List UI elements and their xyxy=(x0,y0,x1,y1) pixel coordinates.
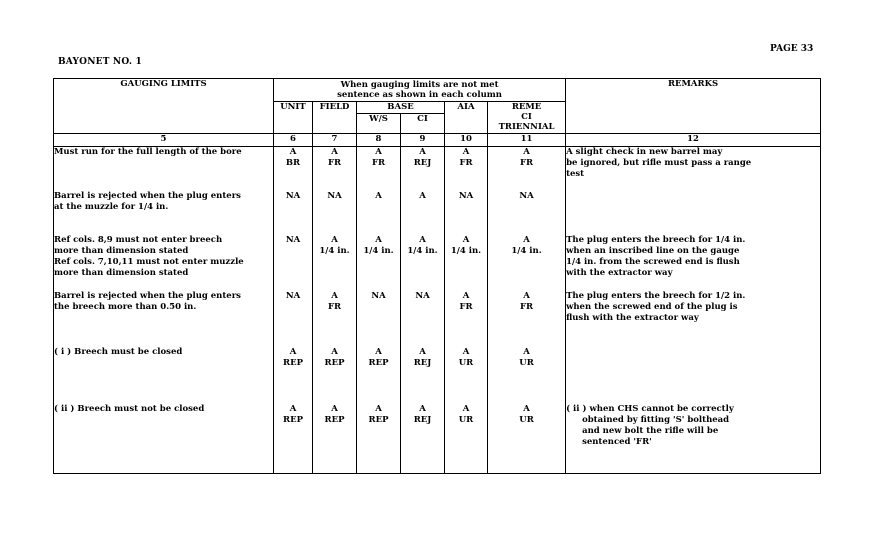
sentence-value: REJ xyxy=(413,357,432,368)
sentence-aia xyxy=(445,291,488,347)
sentence-ws xyxy=(357,191,401,235)
sentence-value: A xyxy=(523,403,530,414)
sentence-value: FR xyxy=(459,158,473,168)
limit-text: Barrel is rejected when the plug enters xyxy=(54,190,241,201)
header-ws: W/S xyxy=(357,114,401,134)
sentence-value: BR xyxy=(285,158,301,168)
sentence-value: A xyxy=(523,346,530,357)
remark-line: sentenced 'FR' xyxy=(582,436,652,447)
sentence-value: UR xyxy=(519,357,534,368)
remarks-cell xyxy=(566,147,821,191)
sentence-value: NA xyxy=(458,190,474,201)
sentence-aia xyxy=(445,235,488,291)
sentence-value: A xyxy=(375,234,382,245)
sentence-field xyxy=(313,235,357,291)
sentence-value: REP xyxy=(368,357,389,368)
limit-text: Must run for the full length of the bore xyxy=(54,147,242,157)
sentence-value: FR xyxy=(459,301,473,312)
header-remarks: REMARKS xyxy=(566,79,821,134)
header-reme xyxy=(488,102,566,134)
column-number: 9 xyxy=(401,134,445,147)
sentence-field xyxy=(313,347,357,404)
sentence-value: A xyxy=(462,147,470,157)
sentence-value: NA xyxy=(285,234,301,245)
table-row xyxy=(54,147,821,191)
sentence-value: 1/4 in. xyxy=(407,245,438,256)
remark-line: when the screwed end of the plug is xyxy=(566,301,738,312)
limit-text: the breech more than 0.50 in. xyxy=(54,301,197,312)
gauging-limit-cell xyxy=(54,291,274,347)
sentence-value: REP xyxy=(283,414,303,425)
column-number: 11 xyxy=(488,134,566,147)
sentence-value: NA xyxy=(371,290,386,301)
remarks-cell xyxy=(566,191,821,235)
sentence-value: FR xyxy=(327,301,342,312)
sentence-value: A xyxy=(375,147,382,157)
sentence-value: A xyxy=(419,190,426,201)
remark-line: 1/4 in. from the screwed end is flush xyxy=(566,256,740,267)
column-number: 5 xyxy=(54,134,274,147)
sentence-unit xyxy=(274,235,313,291)
remark-line: be ignored, but rifle must pass a range xyxy=(566,158,752,168)
sentence-ci xyxy=(401,191,445,235)
sentence-ci xyxy=(401,404,445,474)
remark-line: The plug enters the breech for 1/2 in. xyxy=(566,290,746,301)
sentence-ci xyxy=(401,347,445,404)
header-reme-line1: REME xyxy=(511,102,542,112)
sentence-value: A xyxy=(289,346,297,357)
header-sentence-group xyxy=(274,79,566,102)
remark-line: flush with the extractor way xyxy=(566,312,699,323)
column-number: 7 xyxy=(313,134,357,147)
sentence-value: NA xyxy=(415,290,430,301)
gauging-table xyxy=(53,78,821,474)
sentence-ci xyxy=(401,291,445,347)
column-number: 12 xyxy=(566,134,821,147)
header-unit: UNIT xyxy=(274,102,313,134)
sentence-value: A xyxy=(289,403,297,414)
sentence-ws xyxy=(357,347,401,404)
limit-text: Barrel is rejected when the plug enters xyxy=(54,290,241,301)
sentence-value: A xyxy=(375,403,382,414)
sentence-ws xyxy=(357,235,401,291)
sentence-value: NA xyxy=(285,190,301,201)
sentence-aia xyxy=(445,191,488,235)
sentence-ws xyxy=(357,147,401,191)
sentence-value: A xyxy=(419,403,426,414)
sentence-value: REP xyxy=(368,414,389,425)
header-gauging-limits: GAUGING LIMITS xyxy=(54,79,274,134)
gauging-limit-cell xyxy=(54,235,274,291)
sentence-value: REP xyxy=(324,414,345,425)
column-number: 8 xyxy=(357,134,401,147)
gauging-limit-cell xyxy=(54,404,274,474)
sentence-value: A xyxy=(289,147,297,157)
remark-line: A slight check in new barrel may xyxy=(566,147,723,157)
column-number-row xyxy=(54,134,821,147)
sentence-value: A xyxy=(462,234,470,245)
sentence-value: A xyxy=(331,234,338,245)
gauging-limit-cell xyxy=(54,147,274,191)
sentence-value: FR xyxy=(327,158,342,168)
table-row xyxy=(54,235,821,291)
gauging-limit-cell xyxy=(54,191,274,235)
sentence-value: A xyxy=(523,234,530,245)
limit-text: more than dimension stated xyxy=(54,245,189,256)
sentence-field xyxy=(313,291,357,347)
sentence-reme xyxy=(488,235,566,291)
sentence-value: NA xyxy=(327,190,342,201)
sentence-value: A xyxy=(462,346,470,357)
remark-line: when an inscribed line on the gauge xyxy=(566,245,740,256)
sentence-value: A xyxy=(331,290,338,301)
column-number: 10 xyxy=(445,134,488,147)
remarks-cell xyxy=(566,404,821,474)
limit-text: ( ii ) Breech must not be closed xyxy=(54,403,205,414)
sentence-reme xyxy=(488,191,566,235)
sentence-value: UR xyxy=(458,414,474,425)
sentence-value: REJ xyxy=(413,158,432,168)
limit-text: ( i ) Breech must be closed xyxy=(54,346,183,357)
sentence-value: A xyxy=(462,290,470,301)
sentence-value: FR xyxy=(519,301,534,312)
header-group-line2: sentence as shown in each column xyxy=(337,90,502,100)
sentence-unit xyxy=(274,191,313,235)
sentence-value: 1/4 in. xyxy=(363,245,394,256)
header-group-line1: When gauging limits are not met xyxy=(340,80,499,90)
sentence-value: REP xyxy=(283,357,303,368)
remark-line: obtained by fitting 'S' bolthead xyxy=(582,414,730,425)
document-title: BAYONET NO. 1 xyxy=(58,57,142,67)
header-reme-line2: CI xyxy=(521,112,532,122)
sentence-ci xyxy=(401,147,445,191)
remarks-cell xyxy=(566,235,821,291)
remarks-cell xyxy=(566,347,821,404)
remark-line: The plug enters the breech for 1/4 in. xyxy=(566,234,746,245)
table-row xyxy=(54,347,821,404)
sentence-value: 1/4 in. xyxy=(511,245,542,256)
sentence-field xyxy=(313,404,357,474)
sentence-aia xyxy=(445,347,488,404)
sentence-aia xyxy=(445,147,488,191)
sentence-value: A xyxy=(419,346,426,357)
sentence-value: A xyxy=(331,403,338,414)
sentence-ws xyxy=(357,404,401,474)
sentence-ci xyxy=(401,235,445,291)
remark-line: and new bolt the rifle will be xyxy=(582,425,719,436)
column-number: 6 xyxy=(274,134,313,147)
table-row xyxy=(54,291,821,347)
sentence-reme xyxy=(488,147,566,191)
sentence-value: A xyxy=(419,147,426,157)
sentence-unit xyxy=(274,347,313,404)
limit-text: at the muzzle for 1/4 in. xyxy=(54,201,169,212)
sentence-value: A xyxy=(331,147,338,157)
remarks-cell xyxy=(566,291,821,347)
table-row xyxy=(54,404,821,474)
remark-line: test xyxy=(566,169,585,179)
header-ci: CI xyxy=(401,114,445,134)
sentence-value: FR xyxy=(519,158,534,168)
sentence-reme xyxy=(488,404,566,474)
sentence-value: REJ xyxy=(413,414,432,425)
sentence-value: A xyxy=(375,190,382,201)
sentence-field xyxy=(313,191,357,235)
sentence-unit xyxy=(274,147,313,191)
limit-text: Ref cols. 8,9 must not enter breech xyxy=(54,234,223,245)
sentence-reme xyxy=(488,291,566,347)
remark-line: ( ii ) when CHS cannot be correctly xyxy=(566,403,734,414)
sentence-ws xyxy=(357,291,401,347)
sentence-value: A xyxy=(331,346,338,357)
sentence-value: 1/4 in. xyxy=(319,245,350,256)
sentence-value: FR xyxy=(371,158,386,168)
sentence-reme xyxy=(488,347,566,404)
limit-text: Ref cols. 7,10,11 must not enter muzzle xyxy=(54,256,244,267)
sentence-value: A xyxy=(375,346,382,357)
sentence-aia xyxy=(445,404,488,474)
remark-line: with the extractor way xyxy=(566,267,673,278)
header-reme-line3: TRIENNIAL xyxy=(498,122,555,132)
sentence-value: NA xyxy=(285,290,301,301)
sentence-value: REP xyxy=(324,357,345,368)
sentence-value: A xyxy=(523,290,530,301)
sentence-value: UR xyxy=(519,414,534,425)
header-aia: AIA xyxy=(445,102,488,134)
gauging-limit-cell xyxy=(54,347,274,404)
sentence-unit xyxy=(274,291,313,347)
sentence-value: A xyxy=(462,403,470,414)
header-base: BASE xyxy=(357,102,445,114)
sentence-value: A xyxy=(523,147,530,157)
table-row xyxy=(54,191,821,235)
sentence-value: UR xyxy=(458,357,474,368)
sentence-unit xyxy=(274,404,313,474)
sentence-value: A xyxy=(419,234,426,245)
limit-text: more than dimension stated xyxy=(54,267,189,278)
header-field: FIELD xyxy=(313,102,357,134)
page-number: PAGE 33 xyxy=(770,44,814,54)
sentence-value: 1/4 in. xyxy=(450,245,482,256)
sentence-field xyxy=(313,147,357,191)
sentence-value: NA xyxy=(519,190,534,201)
